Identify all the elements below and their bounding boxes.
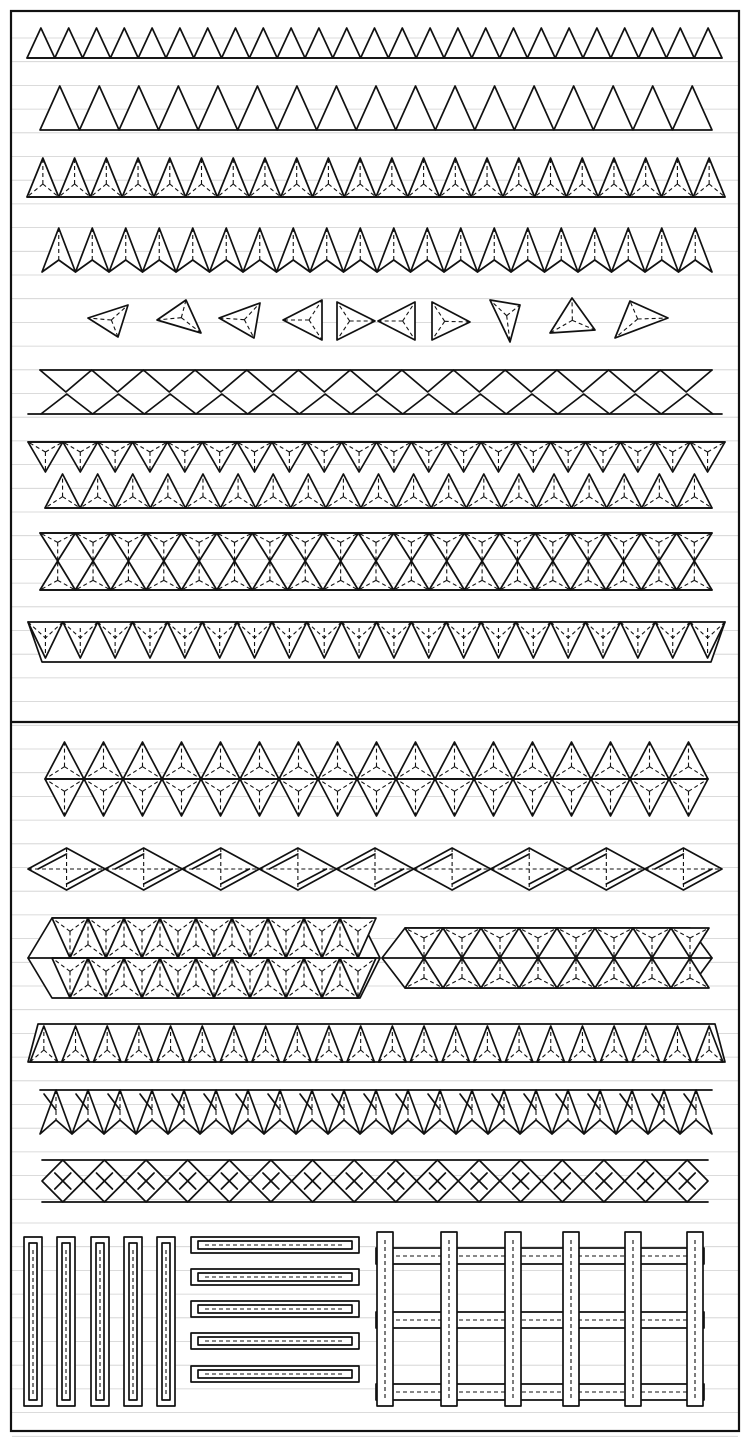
chip-facet (435, 742, 474, 779)
chip-facet (28, 622, 725, 662)
chip-facet (277, 86, 317, 130)
chip-facet (669, 742, 708, 779)
chip-facet (80, 86, 120, 130)
chip-facet (222, 28, 250, 58)
chip-facet (337, 302, 375, 340)
chip-facet (119, 86, 159, 130)
chip-facet (123, 779, 162, 816)
chip-facet (611, 28, 639, 58)
chip-facet (396, 779, 435, 816)
chip-facet (110, 28, 138, 58)
chip-facet (666, 28, 694, 58)
chip-facet (45, 779, 84, 816)
chip-facet (630, 742, 669, 779)
chip-facet (90, 158, 122, 197)
chip-facet (630, 158, 662, 197)
chip-facet (378, 302, 415, 340)
chip-facet (317, 86, 357, 130)
chip-facet (122, 158, 154, 197)
chip-facet (633, 86, 673, 130)
chip-facet (201, 779, 240, 816)
faceted-triangle-band (27, 158, 725, 197)
chip-facet (439, 158, 471, 197)
chip-facet (593, 86, 633, 130)
chip-facet (194, 28, 222, 58)
chip-facet (388, 28, 416, 58)
chip-facet (356, 86, 396, 130)
faceted-pointed-band (42, 228, 712, 272)
chip-facet (123, 742, 162, 779)
chip-facet (416, 28, 444, 58)
lozenge-band (28, 848, 722, 890)
chip-facet (630, 779, 669, 816)
chip-facet (318, 779, 357, 816)
chip-facet (344, 158, 376, 197)
chip-facet (357, 742, 396, 779)
chip-facet (154, 158, 186, 197)
trapezoid-faceted-band (28, 622, 725, 662)
chip-facet (376, 158, 408, 197)
chip-facet (591, 779, 630, 816)
chip-facet (513, 779, 552, 816)
chip-facet (27, 158, 59, 197)
chip-facet (475, 86, 515, 130)
hourglass-faceted-band (40, 533, 712, 590)
chip-facet (279, 742, 318, 779)
triangle-band-small (27, 28, 722, 58)
chip-facet (240, 742, 279, 779)
chip-facet (474, 742, 513, 779)
chip-facet (555, 28, 583, 58)
chip-facet (672, 86, 712, 130)
chip-facet (83, 28, 111, 58)
chip-facet (40, 86, 80, 130)
chip-facet (535, 158, 567, 197)
chip-facet (527, 28, 555, 58)
chip-facet (277, 28, 305, 58)
horizontal-bars (191, 1237, 359, 1382)
chip-facet (598, 158, 630, 197)
diamond-star-band (45, 742, 708, 816)
chip-facet (639, 28, 667, 58)
chip-facet (552, 779, 591, 816)
chip-facet (361, 28, 389, 58)
chip-facet (396, 742, 435, 779)
triangle-band-large (40, 86, 712, 130)
chip-facet (615, 301, 668, 338)
chip-facet (217, 158, 249, 197)
chip-facet (408, 158, 440, 197)
chip-facet (662, 158, 694, 197)
chip-facet (432, 302, 470, 340)
lattice-grid (376, 1232, 704, 1406)
chip-edge (40, 370, 712, 392)
chip-facet (514, 86, 554, 130)
chip-facet (566, 158, 598, 197)
chip-facet (313, 158, 345, 197)
chip-facet (318, 742, 357, 779)
chip-facet (396, 86, 436, 130)
chip-facet (279, 779, 318, 816)
chip-facet (45, 742, 84, 779)
chip-facet (693, 158, 725, 197)
faceted-strip-band (28, 1024, 725, 1062)
chip-facet (84, 742, 123, 779)
chip-facet (471, 158, 503, 197)
chip-facet (159, 86, 199, 130)
chip-facet (186, 158, 218, 197)
chip-facet (333, 28, 361, 58)
chip-facet (162, 779, 201, 816)
chip-facet (490, 300, 520, 342)
chip-facet (238, 86, 278, 130)
chip-facet (591, 742, 630, 779)
chip-facet (669, 779, 708, 816)
chip-facet (435, 86, 475, 130)
chip-facet (552, 742, 591, 779)
chip-facet (281, 158, 313, 197)
faceted-zigzag-band (40, 1090, 712, 1134)
chip-facet (249, 28, 277, 58)
chip-facet (283, 300, 322, 340)
chip-facet (435, 779, 474, 816)
chip-facet (694, 28, 722, 58)
chip-facet (554, 86, 594, 130)
chip-facet (201, 742, 240, 779)
chip-facet (513, 742, 552, 779)
chip-facet (503, 158, 535, 197)
cross-diamond-band (42, 1160, 708, 1202)
chip-facet (357, 779, 396, 816)
chip-facet (472, 28, 500, 58)
chip-facet (444, 28, 472, 58)
chip-facet (27, 28, 55, 58)
vertical-bars (24, 1237, 175, 1406)
chip-facet (138, 28, 166, 58)
chip-facet (198, 86, 238, 130)
double-zigzag-band (28, 370, 722, 414)
chip-facet (305, 28, 333, 58)
double-faceted-triangle-band (28, 442, 725, 508)
chip-facet (500, 28, 528, 58)
scattered-three-cut-triangles (88, 298, 668, 342)
chip-facet (219, 303, 260, 338)
chip-facet (55, 28, 83, 58)
chip-facet (162, 742, 201, 779)
chip-facet (166, 28, 194, 58)
chip-facet (59, 158, 91, 197)
chip-facet (249, 158, 281, 197)
chip-facet (240, 779, 279, 816)
chip-edge (41, 394, 713, 414)
chip-facet (84, 779, 123, 816)
chip-facet (474, 779, 513, 816)
chip-facet (583, 28, 611, 58)
